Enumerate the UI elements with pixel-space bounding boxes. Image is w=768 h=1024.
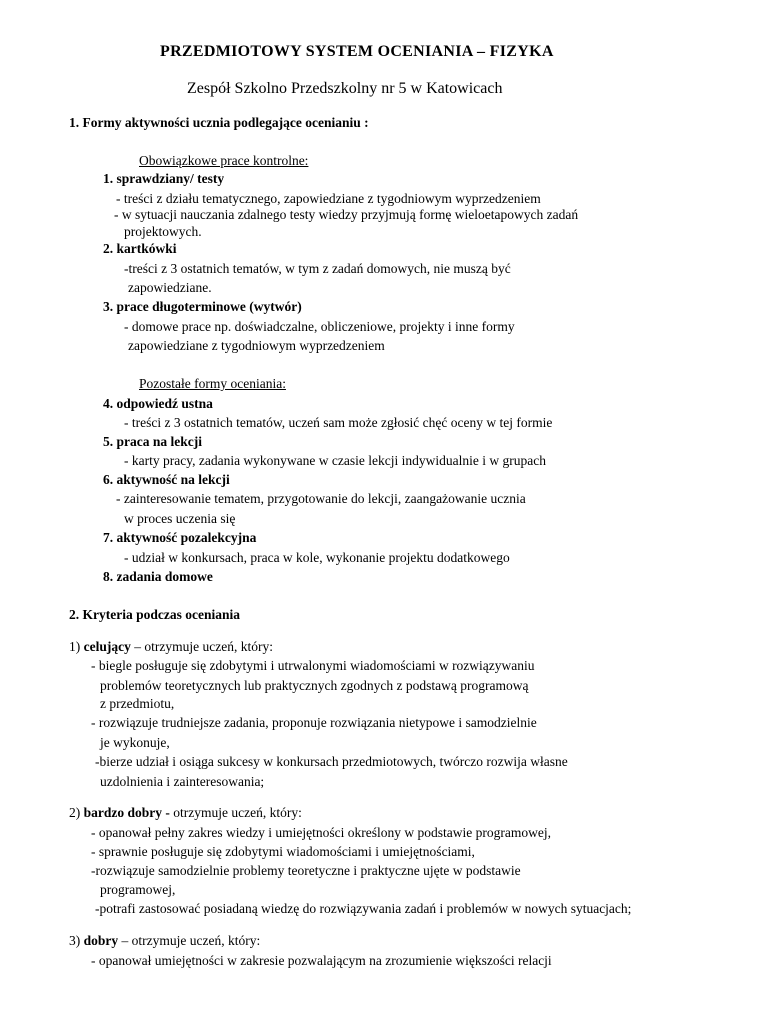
item-1-line-3: projektowych. bbox=[124, 224, 202, 239]
grade-3-line-1: - opanował umiejętności w zakresie pozwalającym na zrozumienie większości relacji bbox=[91, 953, 552, 968]
grade-1-intro: – otrzymuje uczeń, który: bbox=[130, 639, 273, 654]
grade-bardzo-dobry-heading bbox=[69, 806, 302, 820]
page-title: PRZEDMIOTOWY SYSTEM OCENIANIA – FIZYKA bbox=[160, 43, 554, 60]
grade-3-name: dobry bbox=[83, 933, 119, 948]
item-8-title: 8. zadania domowe bbox=[103, 569, 213, 584]
item-2-line-2: zapowiedziane. bbox=[128, 280, 212, 295]
item-6-line-1: - zainteresowanie tematem, przygotowanie do lekcji, zaangażowanie ucznia bbox=[116, 491, 526, 506]
grade-1-line-2: problemów teoretycznych lub praktycznych zgodnych z podstawą programową bbox=[100, 678, 529, 693]
item-3-title: 3. prace długoterminowe (wytwór) bbox=[103, 299, 302, 314]
grade-2-name: bardzo dobry - bbox=[83, 805, 170, 820]
grade-2-line-1: - opanował pełny zakres wiedzy i umiejętności określony w podstawie programowej, bbox=[91, 825, 551, 840]
section-1-heading: 1. Formy aktywności ucznia podlegające ocenianiu : bbox=[69, 115, 369, 130]
item-2-title: 2. kartkówki bbox=[103, 241, 177, 256]
grade-1-line-7: uzdolnienia i zainteresowania; bbox=[100, 774, 265, 789]
grade-1-line-6: -bierze udział i osiąga sukcesy w konkursach przedmiotowych, twórczo rozwija własne bbox=[95, 754, 568, 769]
mandatory-forms-heading: Obowiązkowe prace kontrolne: bbox=[139, 153, 309, 168]
item-6-title: 6. aktywność na lekcji bbox=[103, 472, 230, 487]
grade-3-intro: – otrzymuje uczeń, który: bbox=[118, 933, 261, 948]
grade-1-number: 1) bbox=[69, 639, 84, 654]
grade-2-line-2: - sprawnie posługuje się zdobytymi wiadomościami i umiejętnościami, bbox=[91, 844, 475, 859]
item-4-title: 4. odpowiedź ustna bbox=[103, 396, 213, 411]
item-1-line-1: - treści z działu tematycznego, zapowiedziane z tygodniowym wyprzedzeniem bbox=[116, 191, 541, 206]
item-7-title: 7. aktywność pozalekcyjna bbox=[103, 530, 257, 545]
item-1-title: 1. sprawdziany/ testy bbox=[103, 171, 225, 186]
grade-2-number: 2) bbox=[69, 805, 84, 820]
grade-1-line-3: z przedmiotu, bbox=[100, 696, 175, 711]
grade-1-name: celujący bbox=[83, 639, 131, 654]
grade-1-line-4: - rozwiązuje trudniejsze zadania, proponuje rozwiązania nietypowe i samodzielnie bbox=[91, 715, 537, 730]
item-5-title: 5. praca na lekcji bbox=[103, 434, 202, 449]
other-forms-heading: Pozostałe formy oceniania: bbox=[139, 376, 286, 391]
item-3-line-2: zapowiedziane z tygodniowym wyprzedzeniem bbox=[128, 338, 385, 353]
item-2-line-1: -treści z 3 ostatnich tematów, w tym z zadań domowych, nie muszą być bbox=[124, 261, 511, 276]
section-2-heading: 2. Kryteria podczas oceniania bbox=[69, 607, 240, 622]
item-3-line-1: - domowe prace np. doświadczalne, obliczeniowe, projekty i inne formy bbox=[124, 319, 515, 334]
item-4-line-1: - treści z 3 ostatnich tematów, uczeń sam może zgłosić chęć oceny w tej formie bbox=[124, 415, 553, 430]
grade-3-number: 3) bbox=[69, 933, 84, 948]
grade-1-line-5: je wykonuje, bbox=[100, 735, 170, 750]
grade-dobry-heading bbox=[69, 934, 260, 948]
grade-celujacy-heading bbox=[69, 640, 273, 654]
item-5-line-1: - karty pracy, zadania wykonywane w czasie lekcji indywidualnie i w grupach bbox=[124, 453, 546, 468]
item-7-line-1: - udział w konkursach, praca w kole, wykonanie projektu dodatkowego bbox=[124, 550, 510, 565]
grade-2-line-4: programowej, bbox=[100, 882, 176, 897]
grade-2-line-5: -potrafi zastosować posiadaną wiedzę do rozwiązywania zadań i problemów w nowych sytuacjach; bbox=[95, 901, 632, 916]
item-6-line-2: w proces uczenia się bbox=[124, 511, 236, 526]
item-1-line-2: - w sytuacji nauczania zdalnego testy wiedzy przyjmują formę wieloetapowych zadań bbox=[114, 207, 579, 222]
grade-1-line-1: - biegle posługuje się zdobytymi i utrwalonymi wiadomościami w rozwiązywaniu bbox=[91, 658, 535, 673]
grade-2-intro: otrzymuje uczeń, który: bbox=[169, 805, 302, 820]
grade-2-line-3: -rozwiązuje samodzielnie problemy teoretyczne i praktyczne ujęte w podstawie bbox=[91, 863, 521, 878]
page-subtitle: Zespół Szkolno Przedszkolny nr 5 w Katowicach bbox=[187, 80, 503, 97]
